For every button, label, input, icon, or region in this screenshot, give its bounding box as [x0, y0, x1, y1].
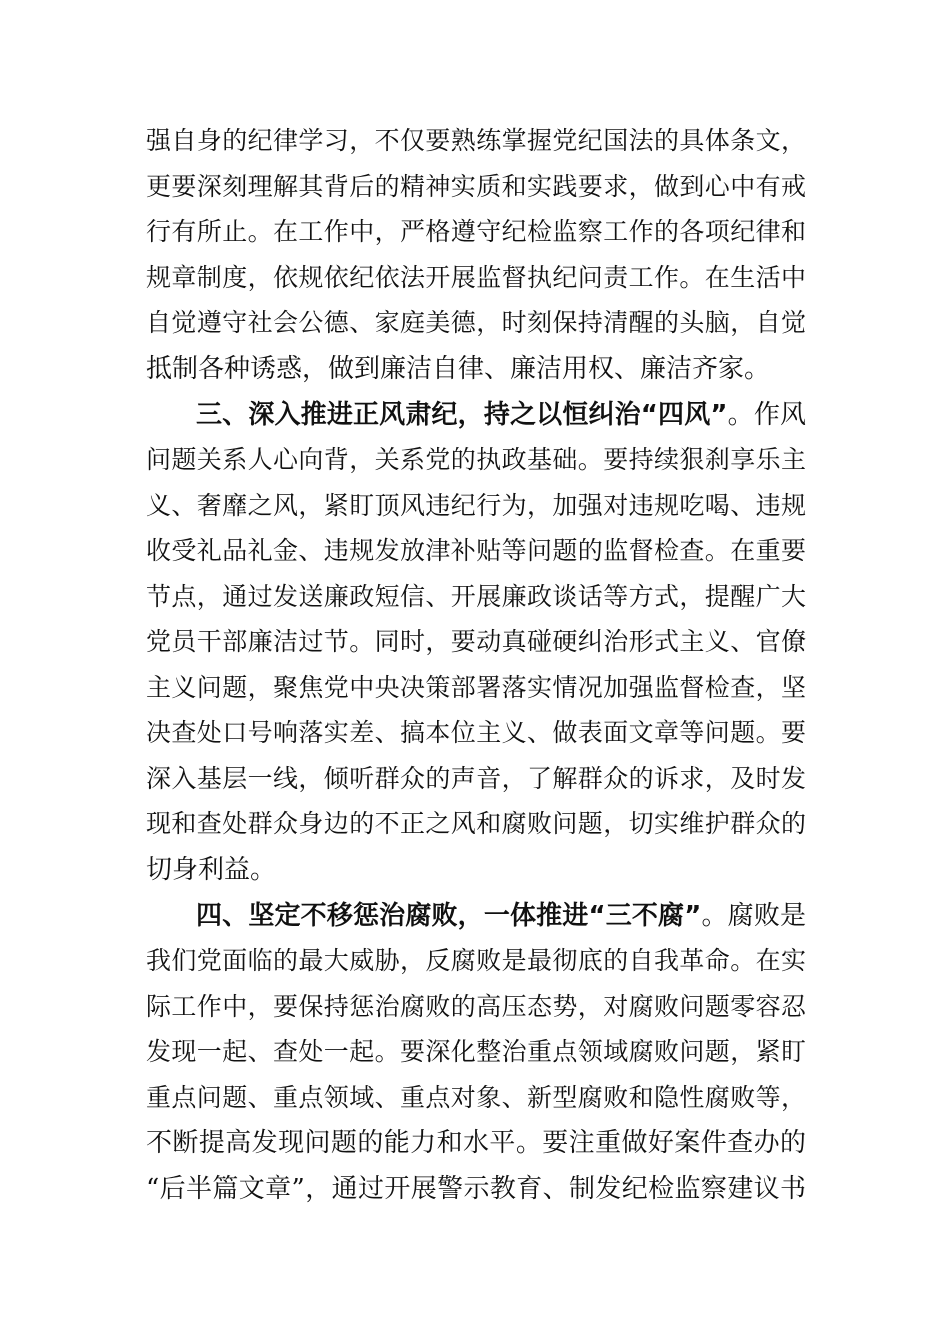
section-heading-line — [196, 894, 806, 938]
section-heading-line — [196, 393, 806, 437]
text-line: 切身利益。 — [146, 855, 277, 885]
text-line: 问题关系人心向背，关系党的执政基础。要持续狠刹享乐主 — [146, 445, 806, 474]
text-line: 更要深刻理解其背后的精神实质和实践要求，做到心中有戒 — [146, 172, 806, 201]
text-line: “后半篇文章”，通过开展警示教育、制发纪检监察建议书 — [146, 1174, 806, 1204]
text-line: 抵制各种诱惑，做到廉洁自律、廉洁用权、廉洁齐家。 — [146, 354, 771, 384]
text-line: 行有所止。在工作中，严格遵守纪检监察工作的各项纪律和 — [146, 217, 806, 246]
section-heading-4: 四、坚定不移惩治腐败，一体推进“三不腐” — [196, 901, 702, 931]
section-heading-3: 三、深入推进正风肃纪，持之以恒纠治“四风” — [196, 400, 728, 430]
text-line: 际工作中，要保持惩治腐败的高压态势，对腐败问题零容忍 — [146, 992, 806, 1021]
text-line: 规章制度，依规依纪依法开展监督执纪问责工作。在生活中 — [146, 263, 806, 292]
heading-line-rest: 。作风 — [727, 400, 806, 430]
text-line: 不断提高发现问题的能力和水平。要注重做好案件查办的 — [146, 1128, 806, 1158]
text-line: 重点问题、重点领域、重点对象、新型腐败和隐性腐败等， — [146, 1083, 806, 1112]
text-line: 主义问题，聚焦党中央决策部署落实情况加强监督检查，坚 — [146, 673, 806, 702]
text-line: 党员干部廉洁过节。同时，要动真碰硬纠治形式主义、官僚 — [146, 627, 806, 656]
text-line: 自觉遵守社会公德、家庭美德，时刻保持清醒的头脑，自觉 — [146, 308, 806, 337]
text-line: 义、奢靡之风，紧盯顶风违纪行为，加强对违规吃喝、违规 — [146, 491, 806, 520]
text-line: 节点，通过发送廉政短信、开展廉政谈话等方式，提醒广大 — [146, 582, 806, 611]
text-line: 现和查处群众身边的不正之风和腐败问题，切实维护群众的 — [146, 809, 806, 838]
text-line: 收受礼品礼金、违规发放津补贴等问题的监督检查。在重要 — [146, 536, 806, 565]
text-line: 我们党面临的最大威胁，反腐败是最彻底的自我革命。在实 — [146, 946, 806, 975]
text-line: 深入基层一线，倾听群众的声音，了解群众的诉求，及时发 — [146, 764, 806, 793]
text-line: 发现一起、查处一起。要深化整治重点领域腐败问题，紧盯 — [146, 1037, 806, 1066]
heading-line-rest: 。腐败是 — [701, 901, 806, 931]
text-line: 强自身的纪律学习，不仅要熟练掌握党纪国法的具体条文， — [146, 126, 806, 155]
text-line: 决查处口号响落实差、搞本位主义、做表面文章等问题。要 — [146, 718, 806, 747]
